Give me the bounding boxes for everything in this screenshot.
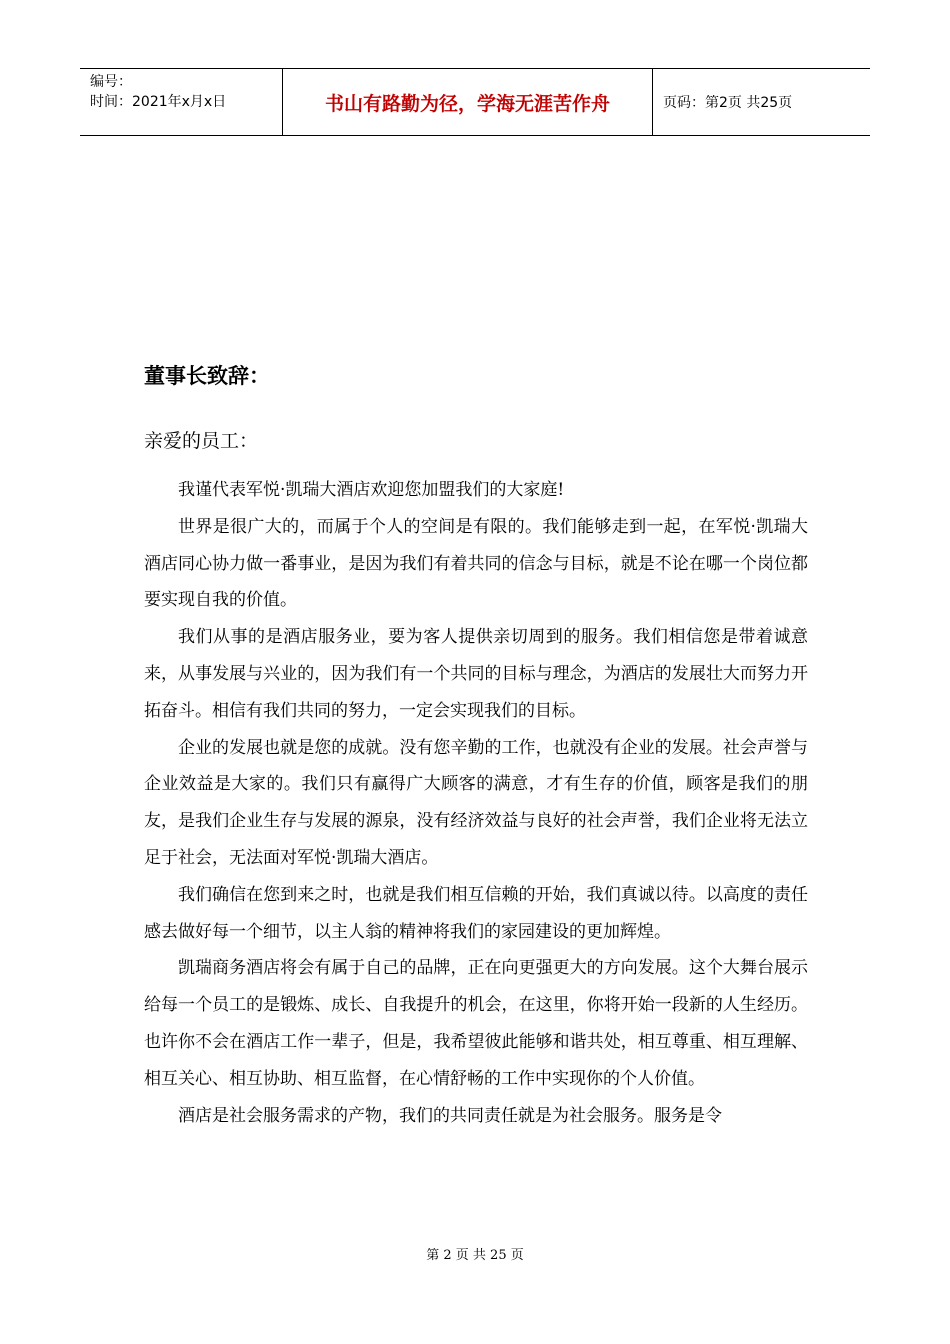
header-page-info: 页码：第2页 共25页: [663, 95, 793, 111]
date-label: 时间：2021年x月x日: [90, 94, 227, 110]
greeting: 亲爱的员工：: [144, 430, 259, 452]
page-header: [80, 68, 870, 136]
paragraph: 酒店是社会服务需求的产物，我们的共同责任就是为社会服务。服务是令: [178, 1105, 722, 1126]
header-motto: 书山有路勤为径，学海无涯苦作舟: [282, 69, 653, 135]
page-title: 董事长致辞：: [144, 364, 270, 388]
letter-body: [144, 472, 808, 1134]
paragraph: 凯瑞商务酒店将会有属于自己的品牌，正在向更强更大的方向发展。这个大舞台展示给每一个员工的是锻炼、成长、自我提升的机会，在这里，你将开始一段新的人生经历。也许你不会在酒店工作一辈子，但是，我希望彼此能够和谐共处，相互尊重、相互理解、相互关心、相互协助、相互监督，在心情舒畅的工作中实现你的个人价值。: [144, 958, 808, 1089]
header-meta: [80, 69, 282, 135]
paragraph: 企业的发展也就是您的成就。没有您辛勤的工作，也就没有企业的发展。社会声誉与企业效益是大家的。我们只有赢得广大顾客的满意，才有生存的价值，顾客是我们的朋友，是我们企业生存与发展的源泉，没有经济效益与良好的社会声誉，我们企业将无法立足于社会，无法面对军悦·凯瑞大酒店。: [144, 737, 808, 868]
paragraph: 世界是很广大的，而属于个人的空间是有限的。我们能够走到一起，在军悦·凯瑞大酒店同心协力做一番事业，是因为我们有着共同的信念与目标，就是不论在哪一个岗位都要实现自我的价值。: [144, 516, 808, 611]
doc-number-label: 编号：: [90, 74, 132, 90]
paragraph: 我们确信在您到来之时，也就是我们相互信赖的开始，我们真诚以待。以高度的责任感去做好每一个细节，以主人翁的精神将我们的家园建设的更加辉煌。: [144, 884, 808, 942]
paragraph: 我们从事的是酒店服务业，要为客人提供亲切周到的服务。我们相信您是带着诚意来，从事发展与兴业的，因为我们有一个共同的目标与理念，为酒店的发展壮大而努力开拓奋斗。相信有我们共同的努力，一定会实现我们的目标。: [144, 627, 808, 721]
page-footer: 第 2 页 共 25 页: [426, 1248, 524, 1263]
paragraph: 我谨代表军悦·凯瑞大酒店欢迎您加盟我们的大家庭!: [178, 480, 565, 500]
